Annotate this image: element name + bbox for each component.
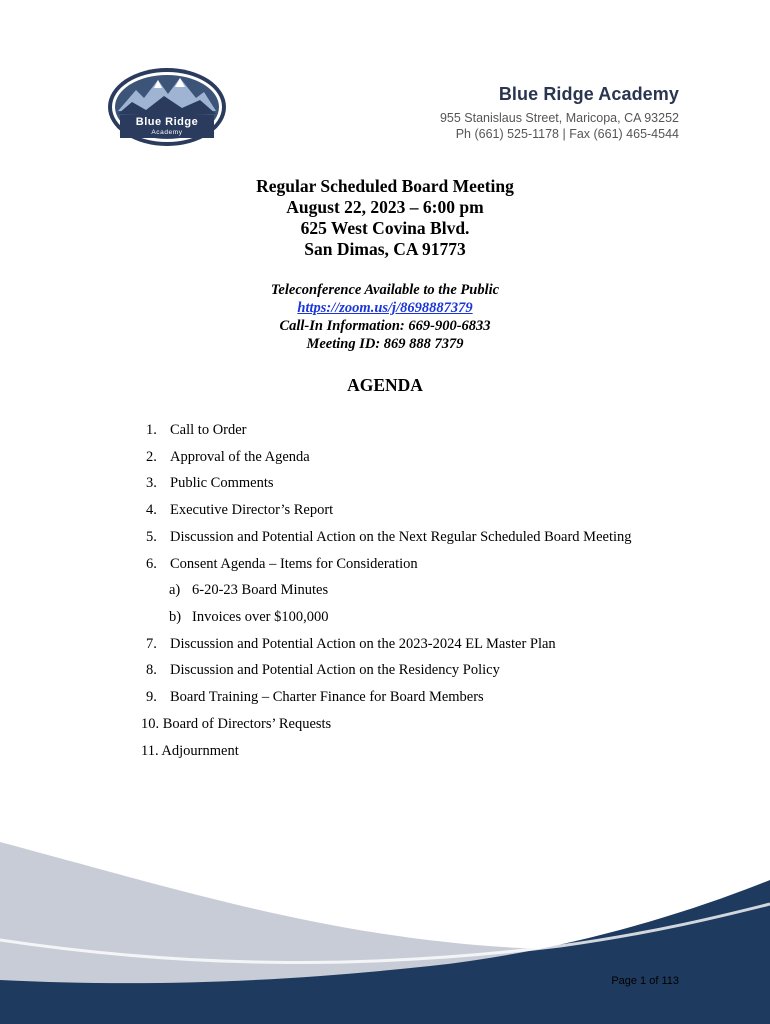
agenda-item-number: 7.: [146, 636, 157, 652]
agenda-item-text: Approval of the Agenda: [170, 449, 310, 465]
agenda-item: [146, 662, 500, 679]
meeting-info: [0, 176, 770, 260]
footer-wave: [0, 820, 770, 1024]
agenda-item-number: 2.: [146, 449, 157, 465]
agenda-item-text: Discussion and Potential Action on the Next Regular Scheduled Board Meeting: [170, 529, 632, 545]
meeting-title: Regular Scheduled Board Meeting: [256, 176, 514, 196]
agenda-item: [146, 449, 310, 466]
meeting-city: San Dimas, CA 91773: [304, 239, 466, 259]
org-name: Blue Ridge Academy: [498, 84, 679, 104]
meeting-street: 625 West Covina Blvd.: [300, 218, 470, 238]
agenda-item-number: 1.: [146, 422, 157, 438]
blue-ridge-academy-logo: [106, 66, 228, 148]
agenda-title: AGENDA: [347, 375, 423, 395]
agenda-item-number: 4.: [146, 502, 157, 518]
agenda-item: [146, 502, 333, 519]
org-header: [440, 84, 679, 142]
org-address: 955 Stanislaus Street, Maricopa, CA 93252: [439, 111, 679, 125]
agenda-item-text: Call to Order: [170, 422, 247, 438]
agenda-item: [146, 636, 556, 653]
agenda-sub-item: [169, 582, 328, 599]
logo-text-bottom: Academy: [151, 129, 183, 136]
agenda-sub-item-letter: b): [169, 609, 182, 625]
agenda-item: [146, 689, 484, 706]
agenda-item-text: Discussion and Potential Action on the Residency Policy: [170, 662, 500, 678]
agenda-item-text: Public Comments: [170, 475, 274, 491]
agenda-item: [141, 716, 331, 733]
logo-text-top: Blue Ridge: [135, 116, 199, 128]
page-number: Page 1 of 113: [611, 975, 679, 987]
agenda-item: [146, 529, 632, 546]
meeting-id: Meeting ID: 869 888 7379: [306, 336, 464, 352]
teleconference-heading: Teleconference Available to the Public: [270, 282, 500, 298]
agenda-item: [146, 422, 247, 439]
agenda-item-text: Adjournment: [161, 743, 239, 759]
agenda-item-number: 8.: [146, 662, 157, 678]
agenda-item-text: Board Training – Charter Finance for Board Members: [170, 689, 484, 705]
agenda-item-number: 10.: [141, 716, 160, 732]
agenda-sub-item: [169, 609, 329, 626]
agenda-sub-item-text: 6-20-23 Board Minutes: [192, 582, 329, 598]
agenda-item-number: 6.: [146, 556, 157, 572]
agenda-item: [141, 743, 239, 760]
call-in-info: Call-In Information: 669-900-6833: [279, 318, 491, 334]
agenda-item-text: Board of Directors’ Requests: [162, 716, 332, 732]
agenda-item: [146, 475, 274, 492]
agenda-sub-item-letter: a): [169, 582, 181, 598]
agenda-item-number: 9.: [146, 689, 157, 705]
zoom-link[interactable]: https://zoom.us/j/8698887379: [297, 300, 473, 316]
agenda-item: [146, 556, 418, 573]
teleconference-info: [0, 281, 770, 353]
agenda-item-number: 11.: [141, 743, 159, 759]
agenda-item-text: Discussion and Potential Action on the 2023-2024 EL Master Plan: [170, 636, 556, 652]
agenda-item-text: Executive Director’s Report: [170, 502, 334, 518]
agenda-sub-item-text: Invoices over $100,000: [192, 609, 329, 625]
agenda-item-number: 3.: [146, 475, 157, 491]
agenda-item-number: 5.: [146, 529, 157, 545]
org-phone-fax: Ph (661) 525-1178 | Fax (661) 465-4544: [455, 127, 679, 141]
agenda-item-text: Consent Agenda – Items for Consideration: [170, 556, 418, 572]
meeting-date: August 22, 2023 – 6:00 pm: [286, 197, 484, 217]
